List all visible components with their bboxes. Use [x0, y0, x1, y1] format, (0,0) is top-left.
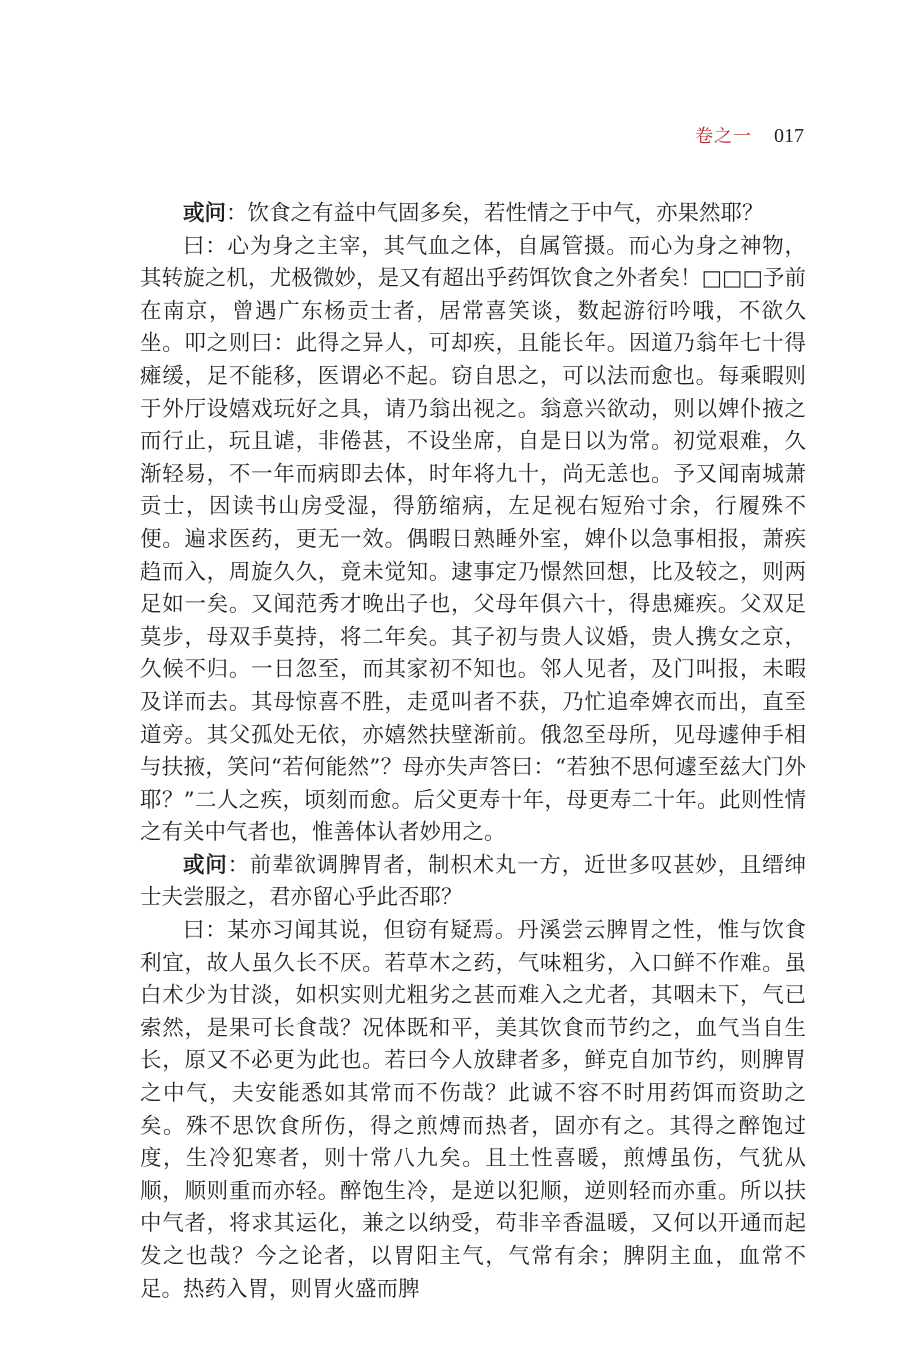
paragraph-question-2	[140, 850, 806, 915]
page-body	[140, 198, 806, 1306]
page-number: 017	[774, 125, 804, 147]
chapter-title: 卷之一	[695, 126, 752, 147]
paragraph-answer-1	[140, 231, 806, 850]
question-label: 或问	[183, 852, 228, 878]
running-header	[695, 122, 804, 148]
paragraph-text: 曰：心为身之主宰，其气血之体，自属管摄。而心为身之神物，其转旋之机，尤极微妙，是又有超出乎药饵饮食之外者矣！□□□予前在南京，曾遇广东杨贡士者，居常喜笑谈，数起游衍吟哦，不欲久坐。叩之则曰：此得之异人，可却疾，且能长年。因道乃翁年七十得瘫缓，足不能移，医谓必不起。窃自思之，可以法而愈也。每乘暇则于外厅设嬉戏玩好之具，请乃翁出视之。翁意兴欲动，则以婢仆掖之而行止，玩且谑，非倦甚，不设坐席，自是日以为常。初觉艰难，久渐轻易，不一年而病即去体，时年将九十，尚无恙也。予又闻南城萧贡士，因读书山房受湿，得筋缩病，左足视右短殆寸余，行履殊不便。遍求医药，更无一效。偶暇日熟睡外室，婢仆以急事相报，萧疾趋而入，周旋久久，竟未觉知。逮事定乃憬然回想，比及较之，则两足如一矣。又闻范秀才晚出子也，父母年俱六十，得患瘫疾。父双足莫步，母双手莫持，将二年矣。其子初与贵人议婚，贵人携女之京，久候不归。一日忽至，而其家初不知也。邻人见者，及门叫报，未暇及详而去。其母惊喜不胜，走觅叫者不获，乃忙追牵婢衣而出，直至道旁。其父孤处无依，亦嬉然扶壁渐前。俄忽至母所，见母遽伸手相与扶掖，笑问“若何能然”？母亦失声答曰：“若独不思何遽至兹大门外耶？”二人之疾，顷刻而愈。后父更寿十年，母更寿二十年。此则性情之有关中气者也，惟善体认者妙用之。	[140, 233, 806, 846]
paragraph-answer-2	[140, 915, 806, 1306]
paragraph-question-1	[140, 198, 806, 231]
paragraph-text: 曰：某亦习闻其说，但窃有疑焉。丹溪尝云脾胃之性，惟与饮食利宜，故人虽久长不厌。若草木之药，气味粗劣，入口鲜不作难。虽白术少为甘淡，如枳实则尤粗劣之甚而难入之尤者，其咽未下，气已索然，是果可长食哉？况体既和平，美其饮食而节约之，血气当自生长，原又不必更为此也。若曰今人放肆者多，鲜克自加节约，则脾胃之中气，夫安能悉如其常而不伤哉？此诚不容不时用药饵而资助之矣。殊不思饮食所伤，得之煎煿而热者，固亦有之。其得之醉饱过度，生冷犯寒者，则十常八九矣。且土性喜暖，煎煿虽伤，气犹从顺，顺则重而亦轻。醉饱生冷，是逆以犯顺，逆则轻而亦重。所以扶中气者，将求其运化，兼之以纳受，苟非辛香温暖，又何以开通而起发之也哉？今之论者，以胃阳主气，气常有余；脾阴主血，血常不足。热药入胃，则胃火盛而脾	[140, 918, 806, 1302]
question-label: 或问	[183, 201, 227, 226]
paragraph-text: ：前辈欲调脾胃者，制枳术丸一方，近世多叹甚妙，且缙绅士夫尝服之，君亦留心乎此否耶？	[140, 852, 806, 911]
paragraph-text: ：饮食之有益中气固多矣，若性情之于中气，亦果然耶？	[226, 201, 764, 226]
